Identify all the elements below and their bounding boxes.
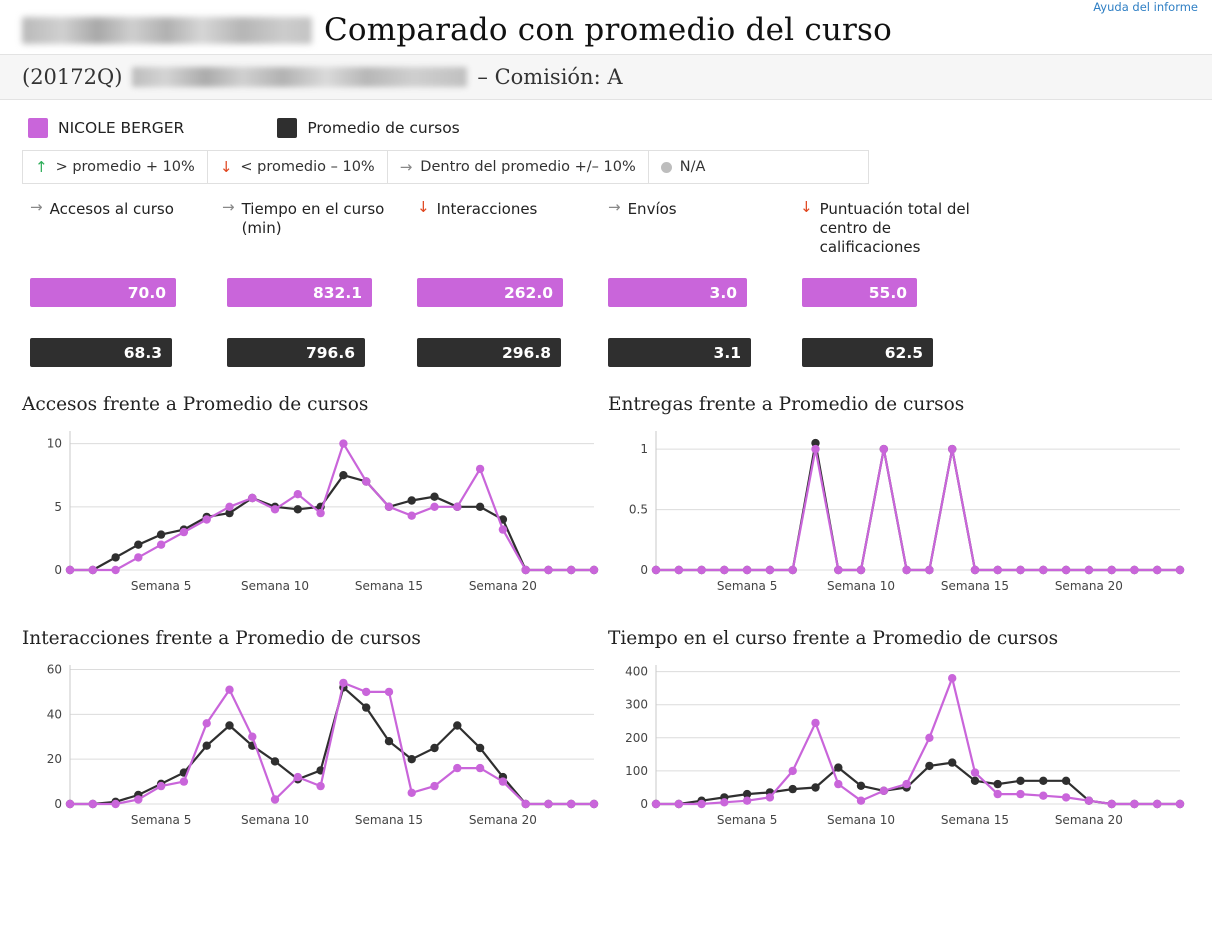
legend-label-student: NICOLE BERGER bbox=[58, 119, 185, 137]
metric-course-accesses bbox=[30, 198, 205, 362]
legend-item-average bbox=[277, 118, 459, 138]
metric-student-bar: 832.1 bbox=[227, 278, 372, 307]
svg-text:0: 0 bbox=[640, 797, 648, 811]
svg-text:Semana 20: Semana 20 bbox=[468, 579, 537, 593]
svg-text:Semana 20: Semana 20 bbox=[1054, 813, 1123, 827]
key-label-below: < promedio – 10% bbox=[240, 159, 375, 175]
svg-text:Semana 10: Semana 10 bbox=[826, 813, 896, 827]
svg-text:Semana 15: Semana 15 bbox=[354, 579, 424, 593]
svg-text:200: 200 bbox=[625, 730, 648, 745]
svg-text:Semana 10: Semana 10 bbox=[826, 579, 896, 593]
legend-swatch-student bbox=[28, 118, 48, 138]
svg-text:Semana 20: Semana 20 bbox=[1054, 579, 1123, 593]
metric-interactions bbox=[417, 198, 577, 362]
metric-average-bar: 796.6 bbox=[227, 338, 365, 367]
svg-text:Semana 10: Semana 10 bbox=[240, 579, 310, 593]
metric-submissions bbox=[608, 198, 758, 362]
svg-text:Semana 5: Semana 5 bbox=[130, 813, 192, 827]
arrow-right-icon: → bbox=[30, 198, 43, 216]
metric-student-bar: 70.0 bbox=[30, 278, 176, 307]
svg-text:20: 20 bbox=[46, 752, 62, 767]
arrow-right-icon: → bbox=[222, 198, 235, 216]
section-label: – Comisión: A bbox=[477, 65, 623, 89]
legend-label-average: Promedio de cursos bbox=[307, 119, 460, 137]
key-below-average bbox=[207, 151, 387, 183]
svg-text:400: 400 bbox=[625, 664, 648, 679]
arrow-up-icon: ↑ bbox=[35, 157, 48, 176]
svg-text:Semana 15: Semana 15 bbox=[354, 813, 424, 827]
arrow-down-icon: ↓ bbox=[800, 198, 813, 216]
svg-text:5: 5 bbox=[54, 499, 62, 514]
metric-label: Interacciones bbox=[436, 200, 538, 218]
svg-text:Semana 15: Semana 15 bbox=[940, 813, 1010, 827]
chart-time-in-course bbox=[608, 628, 1188, 838]
svg-text:40: 40 bbox=[46, 707, 62, 722]
svg-text:1: 1 bbox=[640, 442, 648, 457]
key-within-average bbox=[387, 151, 648, 183]
svg-text:10: 10 bbox=[46, 436, 62, 451]
svg-text:Semana 5: Semana 5 bbox=[716, 579, 778, 593]
svg-text:Semana 20: Semana 20 bbox=[468, 813, 537, 827]
metric-average-bar: 68.3 bbox=[30, 338, 172, 367]
legend-item-student bbox=[28, 118, 184, 138]
chart-title: Interacciones frente a Promedio de cursos bbox=[22, 628, 421, 649]
metric-student-bar: 262.0 bbox=[417, 278, 563, 307]
chart-canvas-submissions bbox=[608, 419, 1188, 604]
svg-text:Semana 5: Semana 5 bbox=[716, 813, 778, 827]
key-above-average bbox=[22, 151, 207, 183]
charts-grid bbox=[0, 394, 1212, 864]
dot-icon bbox=[661, 162, 672, 173]
metric-average-bar: 3.1 bbox=[608, 338, 751, 367]
key-label-na: N/A bbox=[679, 159, 706, 175]
legend-swatch-average bbox=[277, 118, 297, 138]
svg-text:0: 0 bbox=[640, 563, 648, 577]
chart-submissions bbox=[608, 394, 1188, 604]
metric-student-bar: 3.0 bbox=[608, 278, 747, 307]
key-na bbox=[648, 151, 718, 183]
chart-canvas-accesses bbox=[22, 419, 602, 604]
course-name-redacted bbox=[132, 67, 467, 87]
chart-title: Entregas frente a Promedio de cursos bbox=[608, 394, 965, 415]
key-label-above: > promedio + 10% bbox=[55, 159, 195, 175]
metrics-row bbox=[22, 200, 1212, 390]
svg-text:Semana 15: Semana 15 bbox=[940, 579, 1010, 593]
svg-text:60: 60 bbox=[46, 662, 62, 677]
chart-canvas-time bbox=[608, 653, 1188, 838]
chart-title: Tiempo en el curso frente a Promedio de cursos bbox=[608, 628, 1059, 649]
arrow-right-icon: → bbox=[399, 157, 413, 176]
chart-title: Accesos frente a Promedio de cursos bbox=[22, 394, 369, 415]
metric-student-bar: 55.0 bbox=[802, 278, 917, 307]
svg-text:0.5: 0.5 bbox=[628, 502, 648, 517]
page-title: Comparado con promedio del curso bbox=[324, 12, 893, 48]
svg-text:Semana 10: Semana 10 bbox=[240, 813, 310, 827]
report-help-link[interactable]: Ayuda del informe bbox=[1093, 0, 1198, 14]
arrow-down-icon: ↓ bbox=[417, 198, 430, 216]
metric-label: Envíos bbox=[627, 200, 677, 218]
svg-text:100: 100 bbox=[625, 763, 648, 778]
svg-text:300: 300 bbox=[625, 697, 648, 712]
arrow-down-icon: ↓ bbox=[219, 157, 233, 176]
legend bbox=[0, 100, 1212, 144]
metric-average-bar: 62.5 bbox=[802, 338, 933, 367]
metric-label: Tiempo en el curso (min) bbox=[241, 200, 385, 238]
chart-canvas-interactions bbox=[22, 653, 602, 838]
svg-text:0: 0 bbox=[54, 797, 62, 811]
chart-interactions bbox=[22, 628, 602, 838]
chart-accesses bbox=[22, 394, 602, 604]
svg-text:Semana 5: Semana 5 bbox=[130, 579, 192, 593]
metric-average-bar: 296.8 bbox=[417, 338, 561, 367]
course-subheader bbox=[0, 54, 1212, 100]
student-name-redacted bbox=[22, 17, 312, 44]
arrow-right-icon: → bbox=[608, 198, 621, 216]
svg-text:0: 0 bbox=[54, 563, 62, 577]
term-label: (20172Q) bbox=[22, 65, 123, 89]
key-label-within: Dentro del promedio +/– 10% bbox=[420, 159, 636, 175]
performance-key-bar bbox=[22, 150, 869, 184]
metric-time-in-course bbox=[222, 198, 402, 362]
metric-label: Puntuación total del centro de calificaciones bbox=[819, 200, 970, 257]
page-title-row bbox=[0, 0, 1212, 54]
metric-label: Accesos al curso bbox=[49, 200, 174, 218]
metric-grade-center-total bbox=[800, 198, 985, 362]
